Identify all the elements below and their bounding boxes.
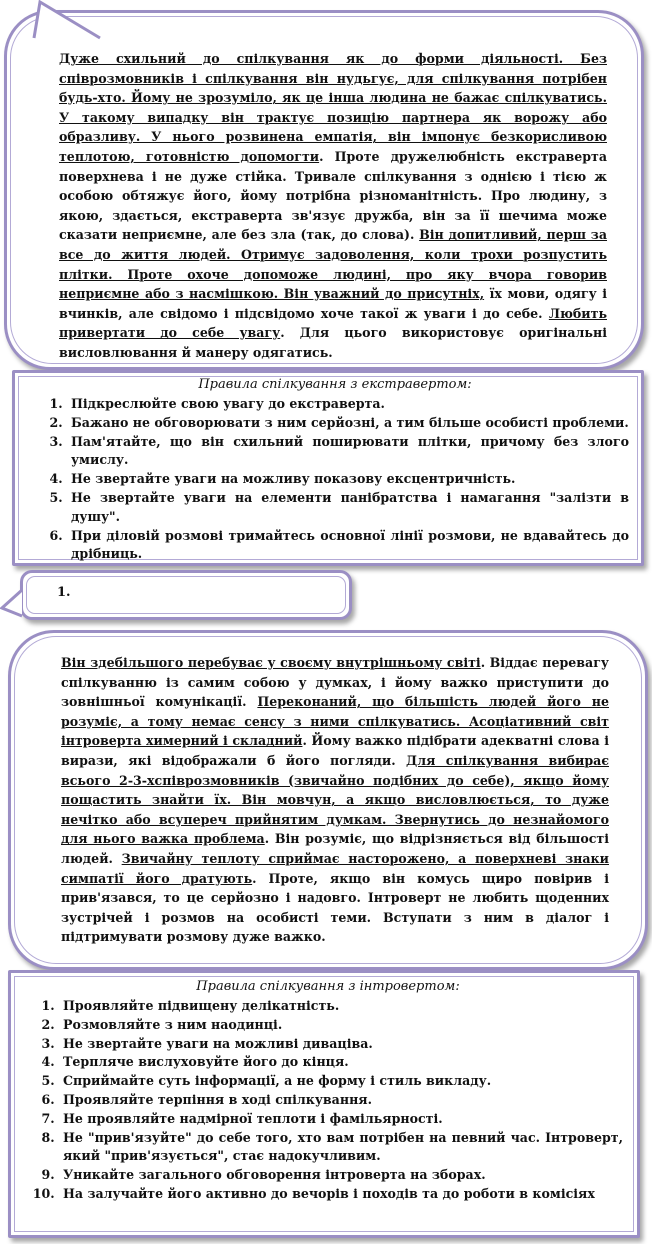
section-label: 1.: [57, 585, 71, 600]
extravert-description: [59, 49, 607, 363]
text-segment: . Йому важко підібрати адекватні слова і вирази, які відображали б його погляди.: [61, 733, 609, 768]
introvert-description-callout: [8, 630, 648, 970]
introvert-rules: [33, 979, 623, 1204]
extravert-paragraph: [59, 49, 607, 363]
callout-inner-border: [26, 576, 346, 614]
introvert-rules-box: [8, 970, 640, 1238]
text-segment: Переконаний, що більшість людей його не розуміє, а тому немає сенсу з ними спілкуватись. Асоціативний світ інтроверта химерний і складний: [61, 694, 609, 749]
text-segment: . Він розуміє, що відрізняється від більшості людей.: [61, 831, 609, 866]
rule-item: 3. Пам'ятайте, що він схильний поширювати плітки, причому без злого умислу.: [67, 433, 629, 471]
rule-item: 6. Проявляйте терпіння в ході спілкування.: [59, 1091, 623, 1110]
callout-tail: [0, 586, 30, 626]
rule-item: 2. Бажано не обговорювати з ним серйозні, а тим більше особисті проблеми.: [67, 414, 629, 433]
text-segment: . Для цього використовує оригінальні висловлювання й манеру одягатись.: [59, 325, 607, 360]
rule-item: 4. Не звертайте уваги на можливу показову ексцентричність.: [67, 470, 629, 489]
rule-item: 8. Не "прив'язуйте" до себе того, хто вам потрібен на певний час. Інтроверт, який "прив'язується", стає надокучливим.: [59, 1129, 623, 1167]
rule-item: 3. Не звертайте уваги на можливі диваціва.: [59, 1035, 623, 1054]
text-segment: Любить привертати до себе увагу: [59, 305, 607, 341]
extravert-rules-box: [12, 370, 644, 566]
rule-item: 6. При діловій розмові тримайтесь основної лінії розмови, не вдавайтесь до дрібниць.: [67, 527, 629, 565]
extravert-rules-heading: Правила спілкування з екстравертом:: [198, 377, 472, 392]
section-label-callout: [20, 570, 352, 620]
text-segment: . Проте, якщо він комусь щиро повірив і прив'язався, то це серйозно і надовго. Інтроверт не любить щоденних зустрічей і розмов на особисті теми. Вступати з ним в діалог і підтримувати розмову дуже важко.: [61, 870, 609, 945]
text-segment: , і йому важко приступити до зовнішньої комунікації.: [61, 674, 609, 710]
rule-item: 4. Терпляче вислуховуйте його до кінця.: [59, 1053, 623, 1072]
rule-item: 2. Розмовляйте з ним наодинці.: [59, 1016, 623, 1035]
text-segment: Дуже схильний до спілкування як до форми діяльності. Без співрозмовників і спілкування він нудьгує, для спілкування потрібен будь-хто. Йому не зрозуміло, як це інша людина не бажає спілкуватись. У такому випадку він трактує позицію партнера як ворожу або образливу. У нього розвинена емпатія, він імпонує безкорисливою теплотою, готовністю допомогти: [59, 51, 607, 164]
introvert-rules-list: [33, 997, 623, 1204]
text-segment: їх мови, одягу і вчинків, але свідомо і підсвідомо хоче такої ж уваги і до себе.: [59, 286, 607, 321]
introvert-paragraph: [61, 653, 609, 947]
rule-item: 9. Уникайте загального обговорення інтроверта на зборах.: [59, 1166, 623, 1185]
text-segment: Він здебільшого перебуває у своєму внутрішньому світі: [61, 655, 481, 670]
rule-item: 5. Не звертайте уваги на елементи панібратства і намагання "залізти в душу".: [67, 489, 629, 527]
extravert-description-callout: [4, 10, 644, 370]
text-segment: Для спілкування вибирає всього 2-3-хспіврозмовників (звичайно подібних до себе), якщо йому пощастить знайти їх. Він мовчун, а якщо висловлюється, то дуже нечітко або всупереч прийнятим думкам. Звернутись до незнайомого для нього важка проблема: [61, 752, 609, 847]
rule-item: 7. Не проявляйте надмірної теплоти і фамільярності.: [59, 1110, 623, 1129]
callout-tail: [4, 0, 124, 40]
rule-item: 1. Підкреслюйте свою увагу до екстраверта.: [67, 395, 629, 414]
rule-item: 5. Сприймайте суть інформації, а не форму і стиль викладу.: [59, 1072, 623, 1091]
text-segment: . Проте дружелюбність екстраверта поверхнева і не дуже стійка. Тривале спілкування з однією і тією ж особою обтяжує його, йому потрібна різноманітність. Про людину, з якою, здається, екстраверта зв'язує дружба, він за її шечима може сказати неприємне, але без зла (так, до слова).: [59, 148, 608, 243]
introvert-description: [61, 653, 609, 947]
text-segment: Звичайну теплоту сприймає насторожено, а поверхневі знаки симпатії його дратують: [61, 850, 609, 886]
extravert-rules-list: [41, 395, 629, 564]
extravert-rules: [41, 377, 629, 564]
rule-item: 10. На залучайте його активно до вечорів і походів та до роботи в комісіях: [59, 1185, 623, 1204]
text-segment: . Віддає перевагу спілкуванню із самим собою у думках: [61, 655, 609, 690]
rule-item: 1. Проявляйте підвищену делікатність.: [59, 997, 623, 1016]
text-segment: Він допитливий, перш за все до життя людей. Отримує задоволення, коли трохи розпустить плітки. Проте охоче допоможе людині, про яку вчора говорив неприємне або з насмішкою. Він уважний до присутніх,: [59, 227, 608, 302]
introvert-rules-heading: Правила спілкування з інтровертом:: [196, 979, 460, 994]
